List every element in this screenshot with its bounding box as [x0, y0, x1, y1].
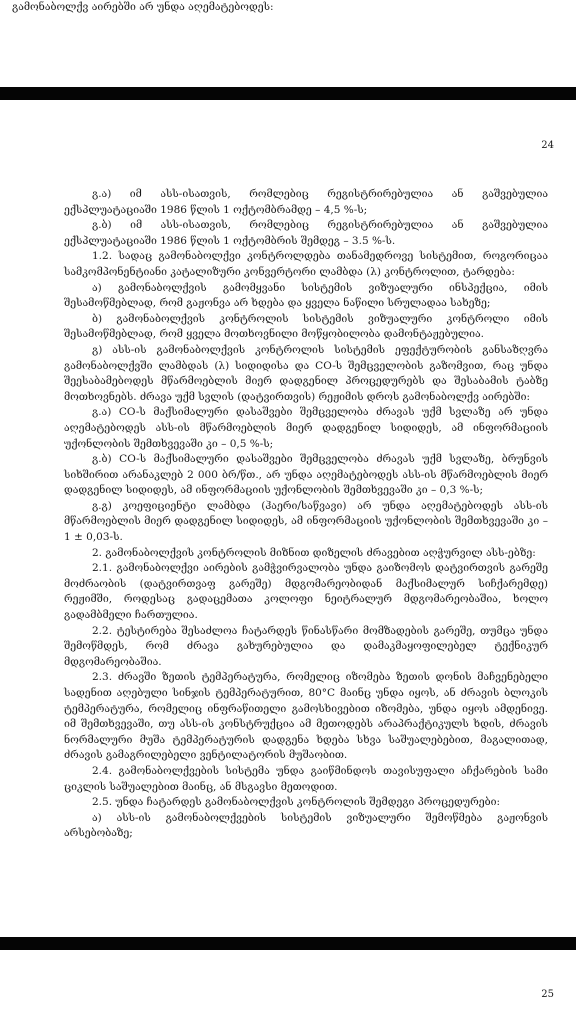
paragraph: გ.გ) კოეფიციენტი ლამბდა (ჰაერი/საწვავი) არ უნდა აღემატებოდეს ასს-ის მწარმოებლის მიერ დადგენილ სიდიდეს, ამ ინფორმაციის უქონლობის შემთხვევაში კი – 1 ± 0,03-ს. — [64, 499, 548, 544]
page-separator-bar — [0, 87, 576, 100]
paragraph: 1.2. სადაც გამონაბოლქვი კონტროლდება თანამედროვე სისტემით, როგორიცაა სამკომპონენტიანი კატალიზური კონვერტორი ლამბდა (λ) კონტროლით, ტარდება: — [64, 250, 548, 278]
paragraph: ბ) გამონაბოლქვის კონტროლის სისტემის ვიზუალური კონტროლი იმის შესამოწმებლად, რომ ყველა მოთხოვნილი მოწყობილობა დამონტაჟებულია. — [64, 312, 548, 341]
document-body — [64, 187, 548, 842]
paragraph: გ.ა) იმ ასს-ისათვის, რომლებიც რეგისტრირებულია ან გაშვებულია ექსპლუატაციაში 1986 წლის 1 ოქტომბრამდე – 4,5 %-ს; — [64, 188, 548, 216]
paragraph: გ.ა) CO-ს მაქსიმალური დასაშვები შემცველობა ძრავას უქმ სვლაზე არ უნდა აღემატებოდეს ასს-ის მწარმოებლის მიერ დადგენილ სიდიდეს, ამ ინფორმაციის უქონლობის შემთხვევაში კი – 0,5 %-ს; — [64, 406, 548, 450]
paragraph: 2.4. გამონაბოლქვების სისტემა უნდა გაიწმინდოს თავისუფალი აჩქარების სამი ციკლის საშუალებით მაინც, ან მსგავსი მეთოდით. — [64, 764, 548, 793]
paragraph: 2. გამონაბოლქვის კონტროლის მიზნით დიზელის ძრავებით აღჭურვილ ასს-ებზე: — [92, 546, 536, 559]
paragraph: 2.3. ძრავში ზეთის ტემპერატურა, რომელიც იზომება ზეთის დონის მაჩვენებელი სადენით აღებული სინჯის ტემპერატურით, 80°C მაინც უნდა იყოს, ან ძრავის ბლოკის ტემპერატურა, რომელიც ინფრაწითელი გამოსხივებით იზომება, უნდა იყოს ამდენივე. იმ შემთხვევაში, თუ ასს-ის კონსტრუქცია ამ მეთოდებს არაპრაქტიკულს ხდის, ძრავის ნორმალური მუშა ტემპერატურის დადგენა ხდება სხვა საშუალებებით, მაგალითად, ძრავის გამაგრილებელი ვენტილატორის მუშაობით. — [64, 671, 548, 762]
continued-text-line: გამონაბოლქვ აირებში არ უნდა აღემატებოდეს: — [12, 1, 274, 13]
paragraph: გ) ასს-ის გამონაბოლქვის კონტროლის სისტემის ეფექტურობის განსაზღვრა გამონაბოლქვში ლამბდას (λ) სიდიდისა და CO-ს შემცველობის გაზომვით, რაც უნდა შეესაბამებოდეს მწარმოებლის მიერ დადგენილ პროცედურებს და შესაბამის ტაბზე მოთხოვნებს. ძრავა უქმ სვლის (დატვირთვის) რეჟიმის დროს გამონაბოლქვ აირებში: — [64, 343, 548, 403]
paragraph: გ.ბ) CO-ს მაქსიმალური დასაშვები შემცველობა ძრავას უქმ სვლაზე, ბრუნვის სიხშირით არანაკლებ 2 000 ბრ/წთ., არ უნდა აღემატებოდეს ასს-ის მწარმოებლის მიერ დადგენილ სიდიდეს, ამ ინფორმაციის უქონლობის შემთხვევაში კი – 0,3 %-ს; — [64, 453, 548, 497]
paragraph: ა) გამონაბოლქვის გამომყვანი სისტემის ვიზუალური ინსპექცია, იმის შესამოწმებლად, რომ გაჟონვა არ ხდება და ყველა ნაწილი სრულადაა სახეზე; — [64, 281, 548, 310]
page-number: 24 — [541, 140, 554, 151]
paragraph: ა) ასს-ის გამონაბოლქვების სისტემის ვიზუალური შემოწმება გაჟონვის არსებობაზე; — [64, 811, 548, 840]
paragraph: 2.5. უნდა ჩატარდეს გამონაბოლქვის კონტროლის შემდეგი პროცედურები: — [92, 796, 501, 809]
page-separator-bar — [0, 937, 576, 950]
paragraph: 2.2. ტესტირება შესაძლოა ჩატარდეს წინასწარი მომზადების გარეშე, თუმცა უნდა შემოწმდეს, რომ ძრავა გახურებულია და დამაკმაყოფილებელ ტექნიკურ მდგომარეობაშია. — [64, 624, 548, 668]
paragraph: გ.ბ) იმ ასს-ისათვის, რომლებიც რეგისტრირებულია ან გაშვებულია ექსპლუატაციაში 1986 წლის 1 ოქტომბრის შემდეგ – 3.5 %-ს. — [64, 219, 548, 247]
page-number: 25 — [541, 989, 554, 1000]
paragraph: 2.1. გამონაბოლქვი აირების გამჭვირვალობა უნდა გაიზომოს დატვირთვის გარეშე მოძრაობის (დატვირთვაფ გარეშე) მდგომარეობიდან მაქსიმალურ სიჩქარემდე) რეჟიმში, როდესაც გადაცემათა კოლოფი ნეიტრალურ მდგომარეობაშია, ხოლო გადამბმელი ჩართულია. — [64, 562, 548, 622]
